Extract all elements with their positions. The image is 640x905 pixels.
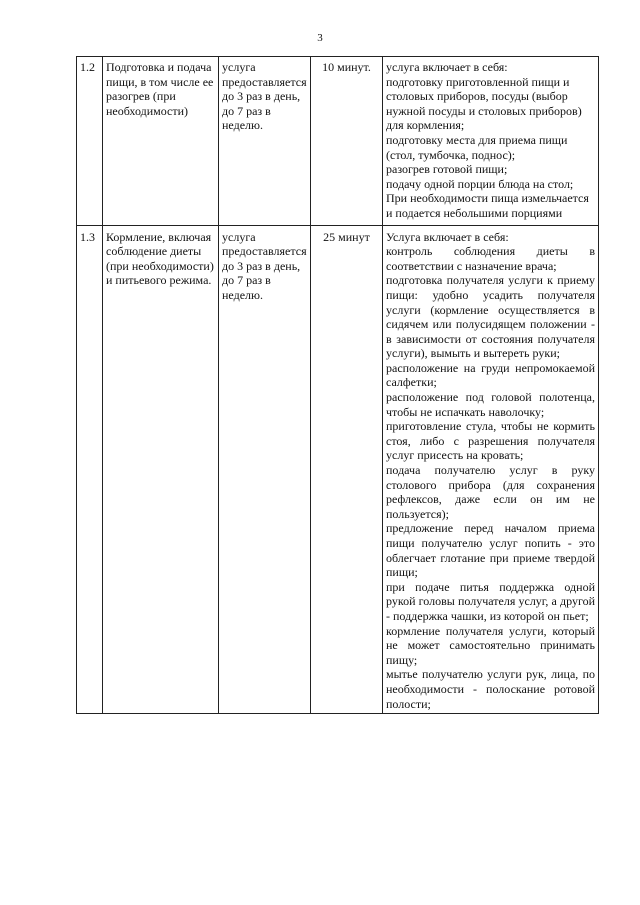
description-line: разогрев готовой пищи; — [386, 162, 508, 177]
description-line: подготовку места для приема пищи (стол, тумбочка, поднос); — [386, 132, 568, 162]
description-line: При необходимости пища измельчается и подается небольшими порциями — [386, 191, 589, 220]
description-line: при подаче питья поддержка одной рукой головы получателя услуг, а другой - поддержка чашки, из которой он пьет; — [386, 579, 595, 623]
description-line: расположение под головой полотенца, чтобы не испачкать наволочку; — [386, 390, 595, 419]
service-number: 1.3 — [77, 225, 103, 714]
service-name: Подготовка и подача пищи, в том числе ее разогрев (при необходимости) — [103, 57, 219, 226]
page-number: 3 — [317, 32, 323, 44]
description-line: подача получателю услуг в руку столового прибора (для сохранения рефлексов, даже если он им не пользуется); — [386, 463, 595, 521]
service-frequency: услуга предоставляется до 3 раз в день, до 7 раз в неделю. — [219, 57, 311, 226]
service-description — [383, 225, 599, 714]
description-line: приготовление стула, чтобы не кормить стоя, либо с разрешения получателя услуг присесть на кровать; — [386, 419, 595, 463]
description-line: кормление получателя услуги, который не может самостоятельно принимать пищу; — [386, 623, 595, 667]
service-frequency: услуга предоставляется до 3 раз в день, до 7 раз в неделю. — [219, 225, 311, 714]
description-line: подготовка получателя услуги к приему пищи: удобно усадить получателя услуги (кормление осуществляется в сидячем или полусидящем положении - в зависимости от состояния получателя услуги), вымыть и вытереть руки; — [386, 273, 595, 361]
description-line: подачу одной порции блюда на стол; — [386, 176, 574, 191]
table-row — [77, 57, 599, 226]
description-line: контроль соблюдения диеты в соответствии с назначение врача; — [386, 244, 595, 273]
table-row — [77, 225, 599, 714]
description-line: Услуга включает в себя: — [386, 229, 509, 244]
service-number: 1.2 — [77, 57, 103, 226]
description-line: предложение перед началом приема пищи получателю услуг попить - это облегчает глотание при приеме твердой пищи; — [386, 521, 595, 580]
service-time: 10 минут. — [311, 57, 383, 226]
services-table — [76, 56, 599, 714]
description-line: услуга включает в себя: — [386, 60, 508, 74]
service-name: Кормление, включая соблюдение диеты (при необходимости) и питьевого режима. — [103, 225, 219, 714]
description-line: подготовку приготовленной пищи и столовых приборов, посуды (выбор нужной посуды и столовых приборов) для кормления; — [386, 74, 582, 133]
description-line: расположение на груди непромокаемой салфетки; — [386, 360, 595, 390]
service-description — [383, 57, 599, 226]
service-time: 25 минут — [311, 225, 383, 714]
description-line: мытье получателю услуги рук, лица, по необходимости - полоскание ротовой полости; — [386, 667, 595, 711]
